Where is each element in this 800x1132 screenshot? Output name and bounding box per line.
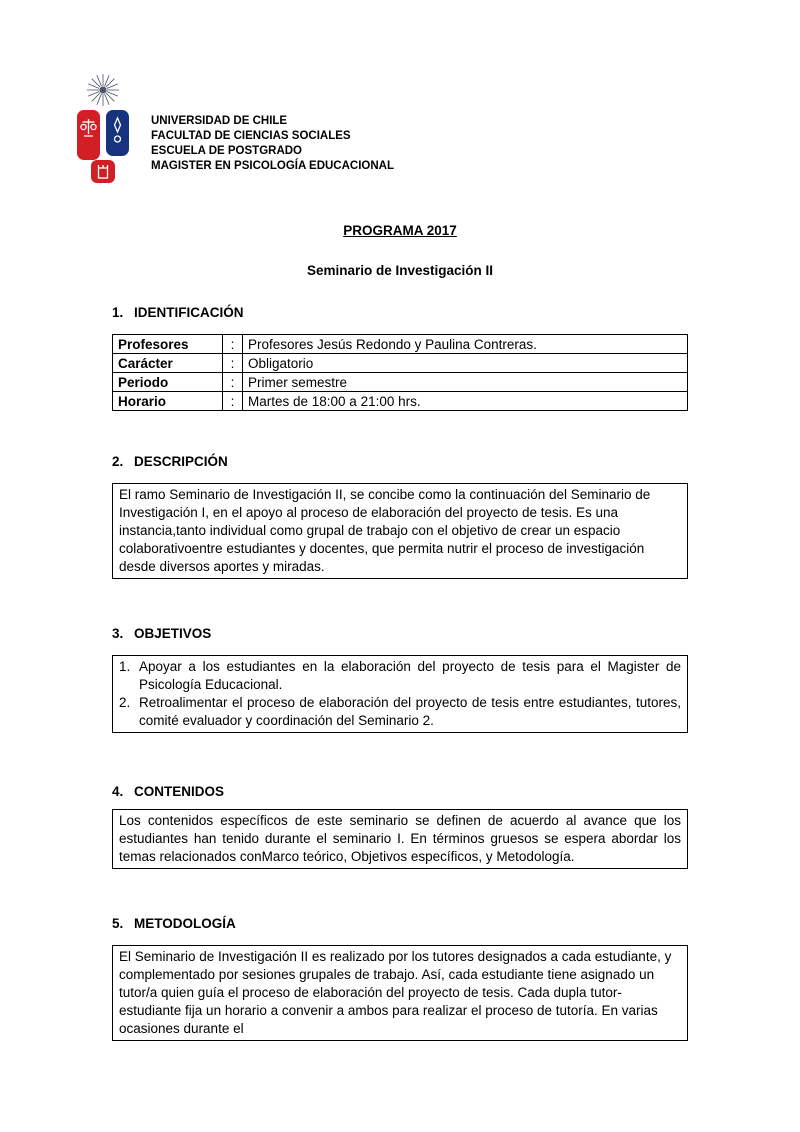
table-cell-separator: :: [223, 373, 243, 392]
document-subtitle: Seminario de Investigación II: [306, 263, 494, 278]
crest-left-panel: [77, 110, 100, 160]
section-number: 2.: [112, 454, 124, 469]
section-number: 5.: [112, 916, 124, 931]
section-number: 1.: [112, 305, 124, 320]
section-title: DESCRIPCIÓN: [134, 454, 228, 469]
letterhead: [64, 72, 394, 184]
document-body: [112, 222, 688, 1041]
institution-line-program: MAGISTER EN PSICOLOGÍA EDUCACIONAL: [151, 160, 394, 172]
objetivos-box: [112, 655, 688, 733]
objective-marker: 1.: [119, 659, 131, 674]
table-cell-separator: :: [223, 354, 243, 373]
table-row: [113, 373, 688, 392]
table-row: [113, 335, 688, 354]
identification-table: [112, 334, 688, 411]
table-cell-value: Martes de 18:00 a 21:00 hrs.: [243, 392, 688, 411]
table-cell-value: Primer semestre: [243, 373, 688, 392]
section-heading-contenidos: [112, 783, 688, 801]
table-row: [113, 354, 688, 373]
table-cell-value: Obligatorio: [243, 354, 688, 373]
objective-text: Retroalimentar el proceso de elaboración del proyecto de tesis entre estudiantes, tutores, comité evaluador y coordinación del Seminario 2.: [139, 695, 681, 728]
metodologia-paragraph: El Seminario de Investigación II es realizado por los tutores designados a cada estudiante, y complementado por sesiones grupales de trabajo. Así, cada estudiante tiene asignado un tutor/a quien guía el proceso de elaboración del proyecto de tesis. Cada dupla tutor-estudiante fija un horario a convenir a ambos para realizar el proceso de tutoría. En varias ocasiones durante el: [119, 949, 672, 1036]
crest-center-dot: [100, 87, 107, 94]
section-title: IDENTIFICACIÓN: [134, 305, 244, 320]
institution-block: [151, 72, 394, 174]
university-crest-logo: [64, 72, 142, 184]
table-cell-label: Horario: [113, 392, 223, 411]
contenidos-paragraph: Los contenidos específicos de este seminario se definen de acuerdo al avance que los estudiantes han tenido durante el seminario I. En términos gruesos se espera abordar los temas relacionados conMarco teórico, Objetivos específicos, y Metodología.: [119, 813, 681, 864]
contenidos-box: [112, 809, 688, 869]
objective-item: [119, 658, 681, 694]
section-heading-identificacion: [112, 304, 688, 322]
table-cell-label: Profesores: [113, 335, 223, 354]
institution-line-university: UNIVERSIDAD DE CHILE: [151, 115, 288, 127]
section-number: 4.: [112, 784, 124, 799]
table-cell-label: Carácter: [113, 354, 223, 373]
table-cell-separator: :: [223, 392, 243, 411]
institution-line-faculty: FACULTAD DE CIENCIAS SOCIALES: [151, 130, 351, 142]
metodologia-box: [112, 945, 688, 1041]
crest-bottom-panel: [91, 160, 115, 183]
descripcion-paragraph: El ramo Seminario de Investigación II, se concibe como la continuación del Seminario de Investigación I, en el apoyo al proceso de elaboración del proyecto de tesis. Es una instancia,tanto individual como grupal de trabajo con el objetivo de crear un espacio colaborativoentre estudiantes y docentes, que permita nutrir el proceso de investigación desde diversos aportes y miradas.: [119, 487, 651, 574]
section-title: OBJETIVOS: [134, 626, 212, 641]
objective-item: [119, 694, 681, 730]
document-title: PROGRAMA 2017: [343, 223, 457, 238]
table-cell-separator: :: [223, 335, 243, 354]
descripcion-box: [112, 483, 688, 579]
section-heading-objetivos: [112, 625, 688, 643]
institution-line-school: ESCUELA DE POSTGRADO: [151, 145, 303, 157]
section-title: METODOLOGÍA: [134, 916, 236, 931]
section-title: CONTENIDOS: [134, 784, 225, 799]
table-cell-label: Periodo: [113, 373, 223, 392]
section-number: 3.: [112, 626, 124, 641]
objective-marker: 2.: [119, 695, 131, 710]
section-heading-metodologia: [112, 915, 688, 933]
table-row: [113, 392, 688, 411]
table-cell-value: Profesores Jesús Redondo y Paulina Contreras.: [243, 335, 688, 354]
section-heading-descripcion: [112, 453, 688, 471]
objective-text: Apoyar a los estudiantes en la elaboración del proyecto de tesis para el Magister de Psicología Educacional.: [139, 659, 681, 692]
